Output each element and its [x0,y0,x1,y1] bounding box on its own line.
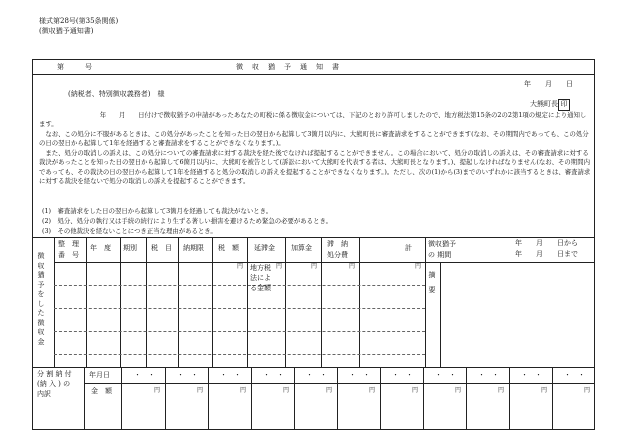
installment-amount-unit: 円 [369,387,376,394]
unit-kasankin: 円 [311,263,318,270]
installment-amount-unit: 円 [326,387,333,394]
unit-entaikin: 円 [276,263,283,270]
chiho-zeiho-note: 地方税法による金額 [250,264,271,292]
tekiyo-label: 摘 要 [428,271,457,294]
installment-date-cell: ・ ・ [306,371,327,379]
header-kasankin: 加算金 [291,244,312,252]
header-kibetsu: 期別 [123,244,137,252]
installment-label-2: (納 入 ) の [37,380,71,388]
installment-amount-unit: 円 [541,387,548,394]
installment-date-cell: ・ ・ [177,371,198,379]
installment-amount-unit: 円 [283,387,290,394]
period-from: 年 月 日から [515,239,578,247]
condition-3: (3) その他裁決を経ないことにつき正当な理由があるとき。 [42,227,217,235]
condition-1: (1) 審査請求をした日の翌日から起算して3箇月を経過しても裁決がないとき。 [42,207,273,215]
header-noki: 納期限 [183,244,204,252]
installment-amount-label: 金 額 [91,387,112,395]
installment-date-cell: ・ ・ [220,371,241,379]
installment-amount-unit: 円 [240,387,247,394]
header-zeimoku: 税 目 [151,244,172,252]
installment-date-cell: ・ ・ [521,371,542,379]
header-seiri-bango: 整 理 番 号 [58,240,79,259]
number-label: 第 号 [57,63,92,71]
header-zeigaku: 税 額 [218,244,239,252]
installment-amount-unit: 円 [584,387,591,394]
header-kei: 計 [405,244,412,252]
installment-amount-unit: 円 [412,387,419,394]
installment-amount-unit: 円 [197,387,204,394]
header-nendo: 年 度 [90,244,111,252]
unit-kei: 円 [415,263,422,270]
installment-date-label: 年月日 [89,371,110,379]
form-number: 様式第28号(第35条関係) [39,17,119,25]
installment-date-cell: ・ ・ [435,371,456,379]
installment-date-cell: ・ ・ [564,371,585,379]
condition-2: (2) 処分、処分の執行又は手続の続行により生ずる著しい損害を避けるため緊急の必要があるとき。 [42,217,332,225]
body-paragraph-2: なお、この処分に不服があるときは、この処分があったことを知った日の翌日から起算して3箇月以内に、大熊町長に審査請求をすることができます(なお、その期間内であっても、この処分の日の翌日から起算して1年を経過すると審査請求をすることができなくなります。)。 [39,130,589,148]
installment-date-cell: ・ ・ [349,371,370,379]
document-title: 徴 収 猶 予 通 知 書 [236,63,340,71]
form-subtitle: (徴収猶予通知書) [39,27,94,35]
installment-amount-unit: 円 [498,387,505,394]
header-yuyo-kikan: 徴収猶予 の 期間 [428,240,456,259]
unit-tainou: 円 [349,263,356,270]
recipient: (納税者、特別徴収義務者) 様 [68,90,165,98]
installment-label-3: 内訳 [37,390,51,398]
issuer-name: 大熊町長 [530,100,558,108]
side-label-collected: 徴収猶予をした徴収金 [37,252,45,346]
table-top-border [32,237,595,238]
body-paragraph-1: 年 月 日付けで徴収猶予の申請があったあなたの町税に係る徴収金については、下記のとおり許可しましたので、地方税法第15条の2の2第1項の規定により通知します。 [39,111,587,129]
seal-mark: 印 [558,99,570,111]
header-divider [32,74,595,75]
period-to: 年 月 日まで [515,250,578,258]
installment-date-cell: ・ ・ [478,371,499,379]
installment-date-cell: ・ ・ [392,371,413,379]
installment-amount-unit: 円 [154,387,161,394]
header-entaikin: 延滞金 [254,244,275,252]
installment-amount-unit: 円 [455,387,462,394]
issue-date: 年 月 日 [524,80,573,88]
installment-date-cell: ・ ・ [134,371,155,379]
unit-zeigaku: 円 [237,263,244,270]
body-paragraph-3: また、処分の取消しの訴えは、この処分についての審査請求に対する裁決を経た後でなければ提起することができません。この場合において、処分の取消しの訴えは、その審査請求に対する裁決があったことを知った日の翌日から起算して6箇月以内に、大熊町を被告として(訴訟において大熊町を代表する者は、大熊町長となります。)、提起しなければなりません(なお、その期間内であっても、その裁決の日の翌日から起算して1年を経過すると処分の取消しの訴えを提起することができなくなります。)。ただし、次の(1)から(3)までのいずれかに該当するときは、審査請求に対する裁決を経ないで処分の取消しの訴えを提起することができます。 [39,149,591,185]
header-tainou-shobunhi: 滞 納 処分費 [327,240,348,259]
installment-label-1: 分 割 納 付 [37,370,72,378]
installment-date-cell: ・ ・ [263,371,284,379]
